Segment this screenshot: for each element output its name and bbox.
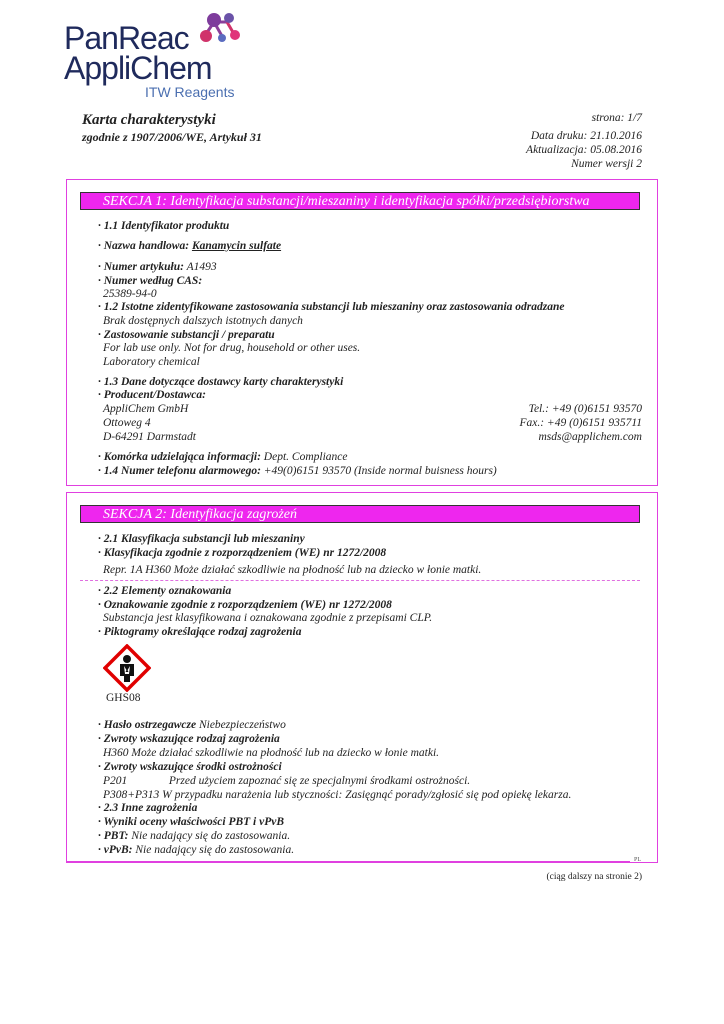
- application-line-1: For lab use only. Not for drug, household or other uses.: [103, 342, 361, 354]
- producer-heading: · Producent/Dostawca:: [98, 389, 206, 401]
- pbt-value: Nie nadający się do zastosowania.: [131, 830, 291, 842]
- clp-classification-entry: Repr. 1A H360 Może działać szkodliwie na płodność lub na dziecko w łonie matki.: [103, 564, 482, 576]
- company-email[interactable]: msds@applichem.com: [538, 431, 642, 443]
- document-title: Karta charakterystyki: [82, 112, 216, 128]
- trade-name-label: · Nazwa handlowa:: [98, 240, 190, 252]
- info-value: Dept. Compliance: [263, 451, 348, 463]
- section-1-title: SEKCJA 1: Identyfikacja substancji/mieszaniny i identyfikacja spółki/przedsiębiorstwa: [80, 192, 640, 210]
- emergency-value: +49(0)6151 93570 (Inside normal buisness hours): [263, 465, 497, 477]
- company-city: D-64291 Darmstadt: [103, 431, 196, 443]
- clp-classification-heading: · Klasyfikacja zgodnie z rozporządzeniem (WE) nr 1272/2008: [98, 547, 387, 559]
- pbt-results-heading: · Wyniki oceny właściwości PBT i vPvB: [98, 816, 285, 828]
- vpvb-label: · vPvB:: [98, 844, 133, 856]
- company-logo: [64, 8, 254, 103]
- cas-value: 25389-94-0: [103, 288, 157, 300]
- label-elements-heading: · 2.2 Elementy oznakowania: [98, 585, 232, 597]
- uses-heading: · 1.2 Istotne zidentyfikowane zastosowania substancji lub mieszaniny oraz zastosowania odradzane: [98, 301, 565, 313]
- supplier-heading: · 1.3 Dane dotyczące dostawcy karty charakterystyki: [98, 376, 344, 388]
- product-identifier-heading: · 1.1 Identyfikator produktu: [98, 220, 230, 232]
- hazard-statements-heading: · Zwroty wskazujące rodzaj zagrożenia: [98, 733, 280, 745]
- application-heading: · Zastosowanie substancji / preparatu: [98, 329, 275, 341]
- pbt-row: [98, 830, 290, 842]
- document-subtitle: zgodnie z 1907/2006/WE, Artykuł 31: [82, 130, 262, 144]
- footer-rule: [66, 861, 630, 862]
- vpvb-value: Nie nadający się do zastosowania.: [135, 844, 295, 856]
- emergency-label: · 1.4 Numer telefonu alarmowego:: [98, 465, 261, 477]
- section-divider: [80, 580, 640, 581]
- ghs-code: GHS08: [106, 692, 141, 704]
- info-row: [98, 451, 347, 463]
- info-label: · Komórka udzielająca informacji:: [98, 451, 261, 463]
- pictograms-heading: · Piktogramy określające rodzaj zagrożenia: [98, 626, 302, 638]
- article-label: · Numer artykułu:: [98, 261, 184, 273]
- page-number: strona: 1/7: [591, 112, 642, 124]
- precaution-p201-code: P201: [103, 775, 128, 787]
- precaution-p201-row: [103, 775, 470, 787]
- labelling-heading: · Oznakowanie zgodnie z rozporządzeniem (WE) nr 1272/2008: [98, 599, 392, 611]
- company-fax: Fax.: +49 (0)6151 935711: [519, 417, 642, 429]
- update-date: Aktualizacja: 05.08.2016: [526, 144, 642, 156]
- logo-text-itw: ITW Reagents: [145, 84, 235, 100]
- cas-label: · Numer według CAS:: [98, 275, 203, 287]
- precaution-p201-text: Przed użyciem zapoznać się ze specjalnymi środkami ostrożności.: [168, 775, 471, 787]
- article-row: [98, 261, 217, 273]
- continued-note: (ciąg dalszy na stronie 2): [546, 872, 642, 882]
- company-name: AppliChem GmbH: [103, 403, 189, 415]
- company-tel: Tel.: +49 (0)6151 93570: [528, 403, 642, 415]
- other-hazards-heading: · 2.3 Inne zagrożenia: [98, 802, 198, 814]
- company-street: Ottoweg 4: [103, 417, 151, 429]
- precaution-heading: · Zwroty wskazujące środki ostrożności: [98, 761, 282, 773]
- classification-heading: · 2.1 Klasyfikacja substancji lub mieszaniny: [98, 533, 305, 545]
- application-line-2: Laboratory chemical: [103, 356, 200, 368]
- uses-value: Brak dostępnych dalszych istotnych danych: [103, 315, 303, 327]
- trade-name-value: Kanamycin sulfate: [191, 240, 282, 252]
- trade-name-row: [98, 240, 281, 252]
- emergency-row: [98, 465, 497, 477]
- pbt-label: · PBT:: [98, 830, 129, 842]
- signal-word-value: Niebezpieczeństwo: [198, 719, 286, 731]
- signal-word-label: · Hasło ostrzegawcze: [98, 719, 197, 731]
- print-date: Data druku: 21.10.2016: [530, 130, 642, 142]
- section-2-title: SEKCJA 2: Identyfikacja zagrożeń: [80, 505, 640, 523]
- logo-text-panreac: PanReac: [64, 20, 189, 56]
- vpvb-row: [98, 844, 294, 856]
- labelling-value: Substancja jest klasyfikowana i oznakowana zgodnie z przepisami CLP.: [103, 612, 433, 624]
- logo-text-applichem: AppliChem: [64, 50, 212, 86]
- version-number: Numer wersji 2: [571, 158, 642, 170]
- article-value: A1493: [186, 261, 217, 273]
- signal-word-row: [98, 719, 286, 731]
- language-code: PL: [634, 857, 642, 863]
- ghs08-health-hazard-icon: [103, 644, 151, 692]
- hazard-statement: H360 Może działać szkodliwie na płodność lub na dziecko w łonie matki.: [103, 747, 440, 759]
- precaution-p308: P308+P313 W przypadku narażenia lub styczności: Zasięgnąć porady/zgłosić się pod opiekę lekarza.: [103, 789, 572, 801]
